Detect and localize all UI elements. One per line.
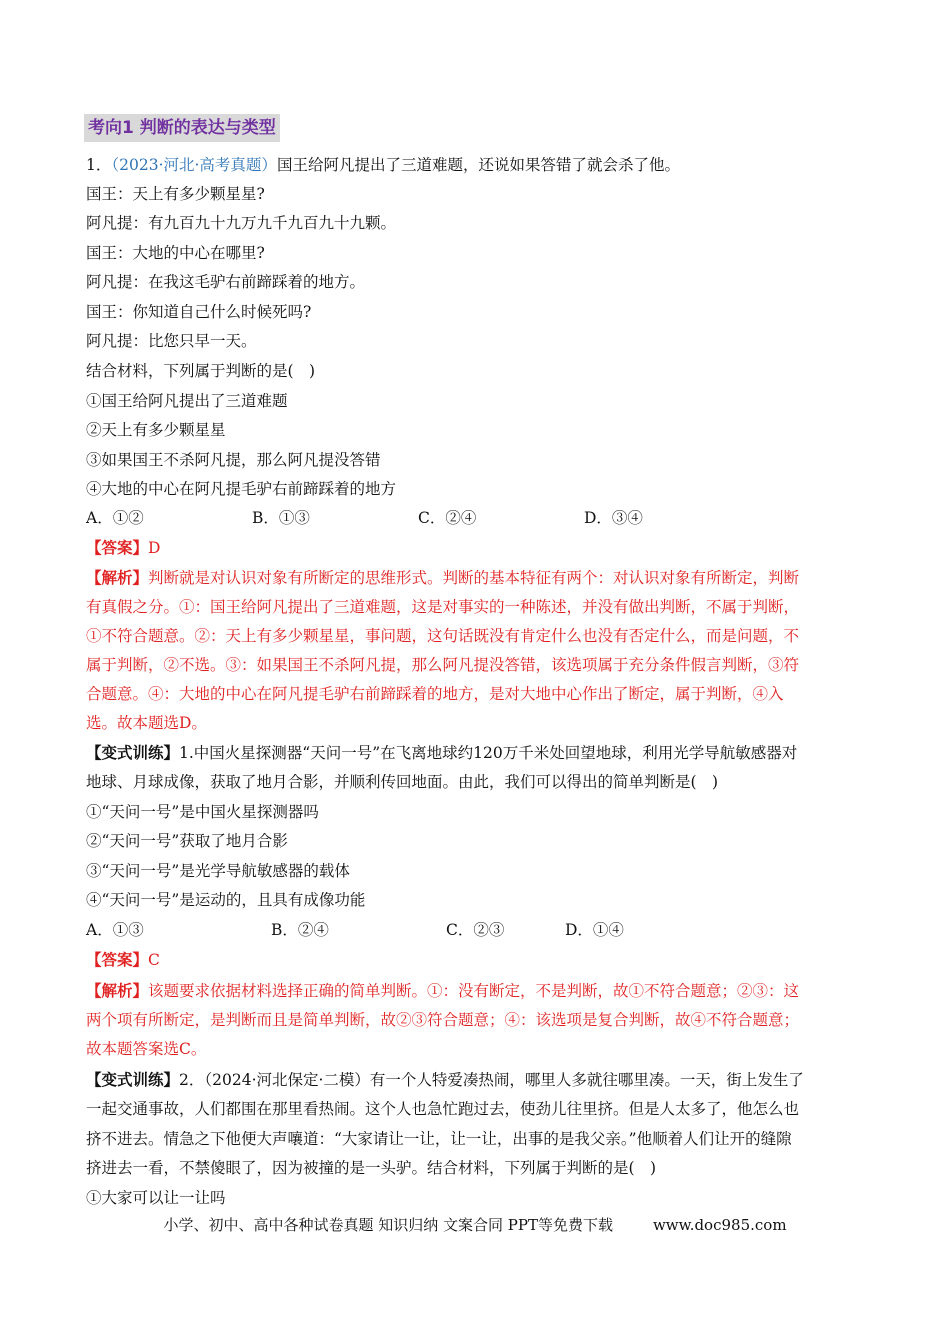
v1-item: ④“天问一号”是运动的，且具有成像功能: [86, 891, 366, 909]
analysis-label: 【解析】: [86, 981, 149, 1000]
q1-analysis-line: 有真假之分。①：国王给阿凡提出了三道难题，这是对事实的一种陈述，并没有做出判断，不属于判断，: [86, 598, 800, 616]
footer-url: www.doc985.com: [652, 1216, 787, 1234]
v1-analysis-line: 两个项有所断定，是判断而且是简单判断，故②③符合题意；④：该选项是复合判断，故④不符合题意；: [86, 1011, 800, 1029]
v1-answer: [86, 950, 160, 970]
footer-text: 小学、初中、高中各种试卷真题 知识归纳 文案合同 PPT等免费下载: [163, 1216, 613, 1234]
q1-option-c: C．②④: [418, 509, 477, 527]
q1-item: ①国王给阿凡提出了三道难题: [86, 392, 288, 410]
q1-item: ④大地的中心在阿凡提毛驴右前蹄踩着的地方: [86, 480, 397, 498]
q1-answer: [86, 538, 160, 558]
v1-item: ①“天问一号”是中国火星探测器吗: [86, 803, 319, 821]
answer-label: 【答案】: [86, 950, 149, 969]
v2-stem-text: 2．（2024·河北保定·二模）有一个人特爱凑热闹，哪里人多就往哪里凑。一天，街上发生了: [179, 1071, 804, 1089]
answer-value: C: [148, 951, 160, 969]
v1-stem-line: [86, 743, 797, 763]
v2-stem-line: 挤进去一看，不禁傻眼了，因为被撞的是一头驴。结合材料，下列属于判断的是( ): [86, 1159, 657, 1177]
variant-label: 【变式训练】: [86, 1070, 180, 1089]
q1-dialogue-line: 国王：天上有多少颗星星?: [86, 185, 265, 203]
section-title: 考向1 判断的表达与类型: [84, 114, 280, 142]
v1-option-c: C．②③: [446, 921, 505, 939]
v1-option-b: B．②④: [271, 921, 329, 939]
q1-dialogue-line: 阿凡提：在我这毛驴右前蹄踩着的地方。: [86, 273, 366, 291]
q1-dialogue-line: 阿凡提：比您只早一天。: [86, 332, 257, 350]
q1-source: （2023·河北·高考真题）: [111, 156, 277, 174]
analysis-text: 该题要求依据材料选择正确的简单判断。①：没有断定，不是判断，故①不符合题意；②③：这: [148, 982, 800, 1000]
q1-analysis-line: 属于判断，②不选。③：如果国王不杀阿凡提，那么阿凡提没答错，该选项属于充分条件假言判断，③符: [86, 656, 800, 674]
q1-analysis-line: ①不符合题意。②：天上有多少颗星星，事问题，这句话既没有肯定什么也没有否定什么，而是问题，不: [86, 627, 800, 645]
q1-item: ②天上有多少颗星星: [86, 421, 226, 439]
answer-value: D: [148, 539, 161, 557]
page-footer: [0, 1214, 950, 1235]
q1-option-d: D．③④: [584, 509, 643, 527]
q1-analysis-line: 合题意。④：大地的中心在阿凡提毛驴右前蹄踩着的地方，是对大地中心作出了断定，属于判断，④入: [86, 685, 784, 703]
answer-label: 【答案】: [86, 538, 149, 557]
analysis-label: 【解析】: [86, 568, 149, 587]
variant-label: 【变式训练】: [86, 743, 180, 762]
analysis-text: 判断就是对认识对象有所断定的思维形式。判断的基本特征有两个：对认识对象有所断定，判断: [148, 569, 800, 587]
q1-number: 1．: [86, 156, 112, 174]
q1-stem: 国王给阿凡提出了三道难题，还说如果答错了就会杀了他。: [276, 156, 680, 174]
v2-stem-line: 挤不进去。情急之下他便大声嚷道：“大家请让一让，让一让，出事的是我父亲。”他顺着人们让开的缝隙: [86, 1130, 792, 1148]
q1-analysis-line: 选。故本题选D。: [86, 714, 207, 732]
q1-dialogue-line: 国王：你知道自己什么时候死吗?: [86, 303, 312, 321]
v2-item: ①大家可以让一让吗: [86, 1189, 226, 1207]
v2-stem-line: 一起交通事故，人们都围在那里看热闹。这个人也急忙跑过去，使劲儿往里挤。但是人太多了，他怎么也: [86, 1100, 800, 1118]
v1-stem-line: 地球、月球成像，获取了地月合影，并顺利传回地面。由此，我们可以得出的简单判断是( ): [86, 773, 719, 791]
v1-item: ③“天问一号”是光学导航敏感器的载体: [86, 862, 350, 880]
v1-option-a: A．①③: [86, 921, 144, 939]
v2-stem-line: [86, 1070, 804, 1090]
q1-prompt: 结合材料，下列属于判断的是( ): [86, 362, 316, 380]
v1-stem-text: 1.中国火星探测器“天问一号”在飞离地球约120万千米处回望地球，利用光学导航敏感器对: [179, 744, 798, 762]
v1-option-d: D．①④: [565, 921, 624, 939]
v1-analysis-line: [86, 981, 799, 1001]
q1-stem-line: [86, 155, 680, 175]
q1-dialogue-line: 国王：大地的中心在哪里?: [86, 244, 265, 262]
q1-dialogue-line: 阿凡提：有九百九十九万九千九百九十九颗。: [86, 214, 397, 232]
q1-item: ③如果国王不杀阿凡提，那么阿凡提没答错: [86, 451, 381, 469]
q1-option-a: A．①②: [86, 509, 144, 527]
q1-option-b: B．①③: [252, 509, 310, 527]
v1-item: ②“天问一号”获取了地月合影: [86, 832, 288, 850]
q1-analysis-line: [86, 568, 799, 588]
v1-analysis-line: 故本题答案选C。: [86, 1040, 207, 1058]
